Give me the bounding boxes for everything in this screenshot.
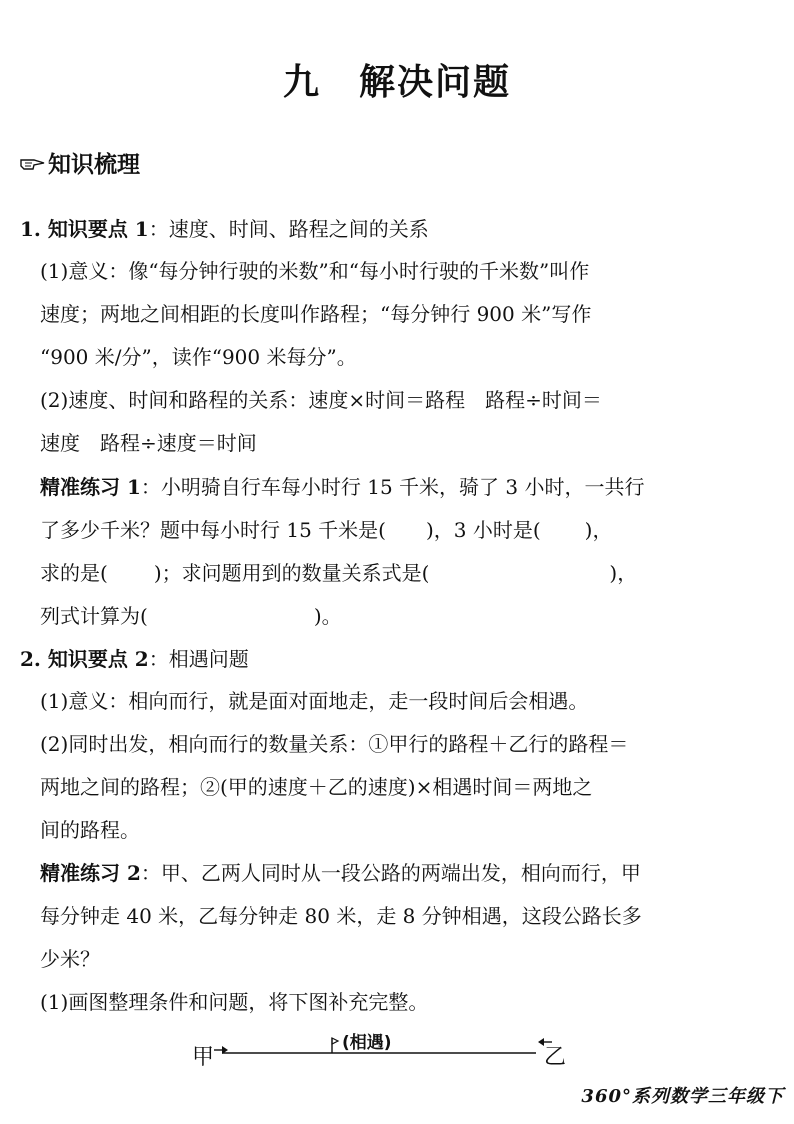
- point1-relation-line1: (2)速度、时间和路程的关系：速度×时间＝路程 路程÷时间＝: [40, 388, 602, 412]
- practice1-text: )。: [313, 604, 342, 628]
- meeting-diagram: [192, 1026, 582, 1086]
- practice1-text: 求的是(: [40, 561, 108, 585]
- practice1-text: 列式计算为(: [40, 604, 148, 628]
- series-footer: 360°系列数学三年级下: [581, 1086, 784, 1107]
- practice1-text: )，: [609, 561, 638, 585]
- practice1-line3: [40, 558, 637, 588]
- practice1-text: )，3 小时是(: [425, 518, 541, 542]
- point1-heading: [20, 214, 429, 244]
- page-title: [0, 54, 794, 105]
- point2-relation-line3: 间的路程。: [40, 818, 140, 842]
- chapter-number: 九: [282, 61, 321, 103]
- practice1-text: )，: [584, 518, 613, 542]
- section-heading-text: 知识梳理: [48, 151, 140, 178]
- point1-meaning-line2: 速度；两地之间相距的长度叫作路程；“每分钟行 900 米”写作: [40, 302, 592, 326]
- point1-meaning-line3: “900 米/分”，读作“900 米每分”。: [40, 345, 357, 369]
- practice2-text: ：甲、乙两人同时从一段公路的两端出发，相向而行，甲: [140, 861, 641, 885]
- point2-relation-line2: 两地之间的路程；②(甲的速度＋乙的速度)×相遇时间＝两地之: [40, 775, 593, 799]
- point1-relation-line2: 速度 路程÷速度＝时间: [40, 431, 257, 455]
- point2-relation-line1: (2)同时出发，相向而行的数量关系：①甲行的路程＋乙行的路程＝: [40, 732, 629, 756]
- point1-meaning-line1: (1)意义：像“每分钟行驶的米数”和“每小时行驶的千米数”叫作: [40, 259, 590, 283]
- point2-label: 2. 知识要点 2: [20, 647, 149, 671]
- point2-topic: ：相遇问题: [148, 647, 249, 671]
- diagram-meet-label: (相遇): [342, 1033, 392, 1053]
- chapter-title: 解决问题: [359, 61, 512, 103]
- pointing-hand-icon: [20, 154, 46, 172]
- practice2-line3: 少米？: [40, 947, 100, 971]
- point2-meaning: (1)意义：相向而行，就是面对面地走，走一段时间后会相遇。: [40, 689, 589, 713]
- practice1-text: )；求问题用到的数量关系式是(: [153, 561, 430, 585]
- practice2-sub1: (1)画图整理条件和问题，将下图补充完整。: [40, 990, 429, 1014]
- point2-heading: [20, 644, 249, 674]
- diagram-label-jia: 甲: [192, 1045, 215, 1070]
- practice1-text: 了多少千米？题中每小时行 15 千米是(: [40, 518, 386, 542]
- practice2-line1: [40, 858, 641, 888]
- diagram-label-yi: 乙: [544, 1045, 567, 1070]
- practice1-line2: [40, 515, 612, 545]
- practice1-line4: [40, 601, 342, 631]
- point1-topic: ：速度、时间、路程之间的关系: [148, 217, 429, 241]
- point1-label: 1. 知识要点 1: [20, 217, 149, 241]
- practice2-line2: 每分钟走 40 米，乙每分钟走 80 米，走 8 分钟相遇，这段公路长多: [40, 904, 642, 928]
- practice1-line1: [40, 472, 645, 502]
- practice1-label: 精准练习 1: [40, 475, 141, 499]
- practice2-label: 精准练习 2: [40, 861, 141, 885]
- section-heading: [20, 146, 140, 179]
- practice1-text: ：小明骑自行车每小时行 15 千米，骑了 3 小时，一共行: [140, 475, 645, 499]
